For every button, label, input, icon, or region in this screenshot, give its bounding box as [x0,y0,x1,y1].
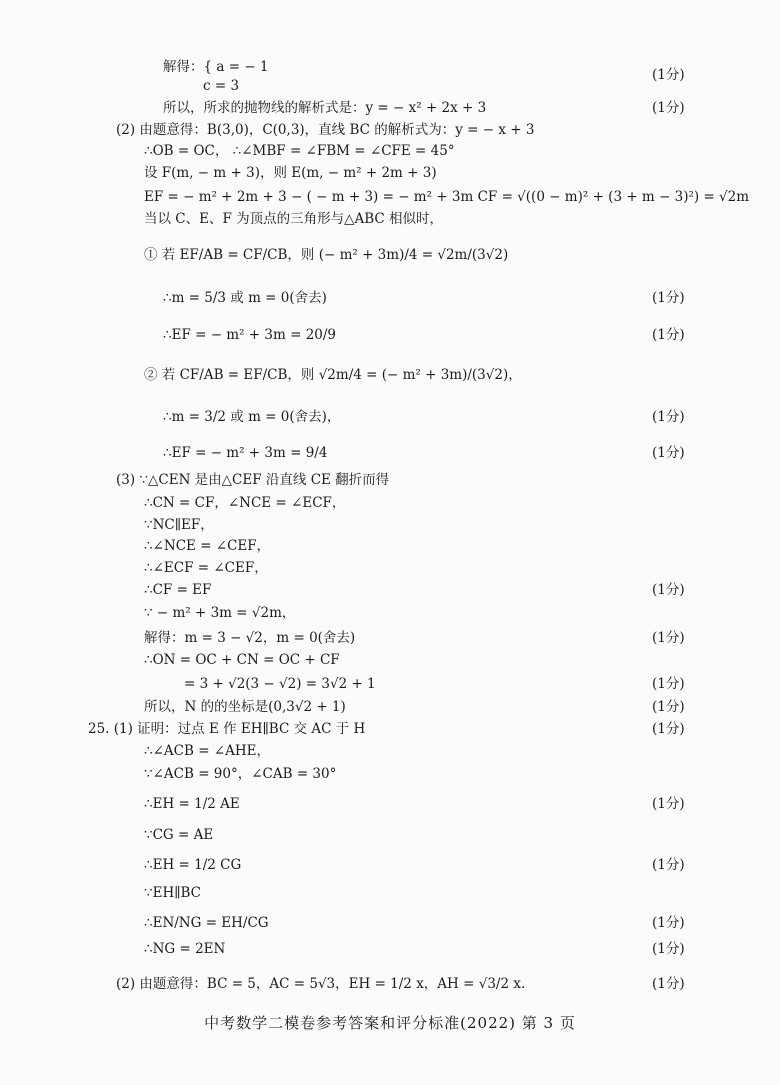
score-mark: (1分) [652,445,685,461]
score-mark: (1分) [652,582,685,598]
page-footer: 中考数学二模卷参考答案和评分标准(2022) 第 3 页 [204,1014,576,1032]
solution-line: ∴ON = OC + CN = OC + CF [144,652,340,668]
solution-line: ② 若 CF/AB = EF/CB，则 √2m/4 = (− m² + 3m)/(3√2)， [144,367,522,383]
solution-line: (2) 由题意得：BC = 5，AC = 5√3，EH = 1/2 x，AH = √3/2 x. [116,976,526,992]
score-mark: (1分) [652,327,685,343]
solution-line: ∵NC∥EF， [144,517,214,533]
score-mark: (1分) [652,976,685,992]
solution-line: ∴NG = 2EN [144,941,226,957]
score-mark: (1分) [652,67,685,83]
score-mark: (1分) [652,699,685,715]
score-mark: (1分) [652,721,685,737]
score-mark: (1分) [652,290,685,306]
solution-line: ∴EF = − m² + 3m = 20/9 [163,327,337,343]
solution-line: 25. (1) 证明：过点 E 作 EH∥BC 交 AC 于 H [88,721,366,737]
solution-line: ∴OB = OC， ∴∠MBF = ∠FBM = ∠CFE = 45° [144,143,455,159]
score-mark: (1分) [652,941,685,957]
score-mark: (1分) [652,915,685,931]
solution-line: 所以，所求的抛物线的解析式是：y = − x² + 2x + 3 [163,100,487,116]
score-mark: (1分) [652,409,685,425]
solution-line: ∵EH∥BC [144,885,201,901]
solution-line: ∴∠ECF = ∠CEF， [144,560,268,576]
score-mark: (1分) [652,796,685,812]
solution-line: 解得：m = 3 − √2，m = 0(舍去) [144,630,356,646]
solution-line: ∴EH = 1/2 CG [144,857,242,873]
solution-line: ∵∠ACB = 90°，∠CAB = 30° [144,766,337,782]
solution-line: = 3 + √2(3 − √2) = 3√2 + 1 [184,676,376,692]
solution-line: ∵CG = AE [144,827,214,843]
solution-line: c = 3 [203,78,240,94]
solution-line: 所以，N 的的坐标是(0,3√2 + 1) [144,699,346,715]
solution-line: ∴EN/NG = EH/CG [144,915,269,931]
solution-line: ∴∠NCE = ∠CEF， [144,538,271,554]
solution-line: ① 若 EF/AB = CF/CB，则 (− m² + 3m)/4 = √2m/(3√2) [144,247,509,263]
solution-line: ∴m = 3/2 或 m = 0(舍去)， [163,409,341,425]
solution-line: ∴∠ACB = ∠AHE， [144,743,270,759]
solution-line: ∵ − m² + 3m = √2m， [144,605,296,621]
solution-line: 当以 C、E、F 为顶点的三角形与△ABC 相似时， [144,211,444,227]
solution-line: ∴CN = CF，∠NCE = ∠ECF， [144,495,346,511]
score-mark: (1分) [652,630,685,646]
score-mark: (1分) [652,857,685,873]
solution-line: EF = − m² + 2m + 3 − ( − m + 3) = − m² + 3m CF = √((0 − m)² + (3 + m − 3)²) = √2m [144,189,750,205]
solution-line: 设 F(m, − m + 3)，则 E(m, − m² + 2m + 3) [144,165,437,181]
solution-line: (2) 由题意得：B(3,0)，C(0,3)，直线 BC 的解析式为：y = − x + 3 [116,122,535,138]
solution-line: ∴m = 5/3 或 m = 0(舍去) [163,290,327,306]
solution-line: ∴EF = − m² + 3m = 9/4 [163,445,328,461]
solution-line: 解得：{ a = − 1 [163,59,269,75]
score-mark: (1分) [652,100,685,116]
solution-line: ∴EH = 1/2 AE [144,796,240,812]
solution-line: ∴CF = EF [144,582,212,598]
score-mark: (1分) [652,676,685,692]
solution-line: (3) ∵△CEN 是由△CEF 沿直线 CE 翻折而得 [116,472,390,488]
